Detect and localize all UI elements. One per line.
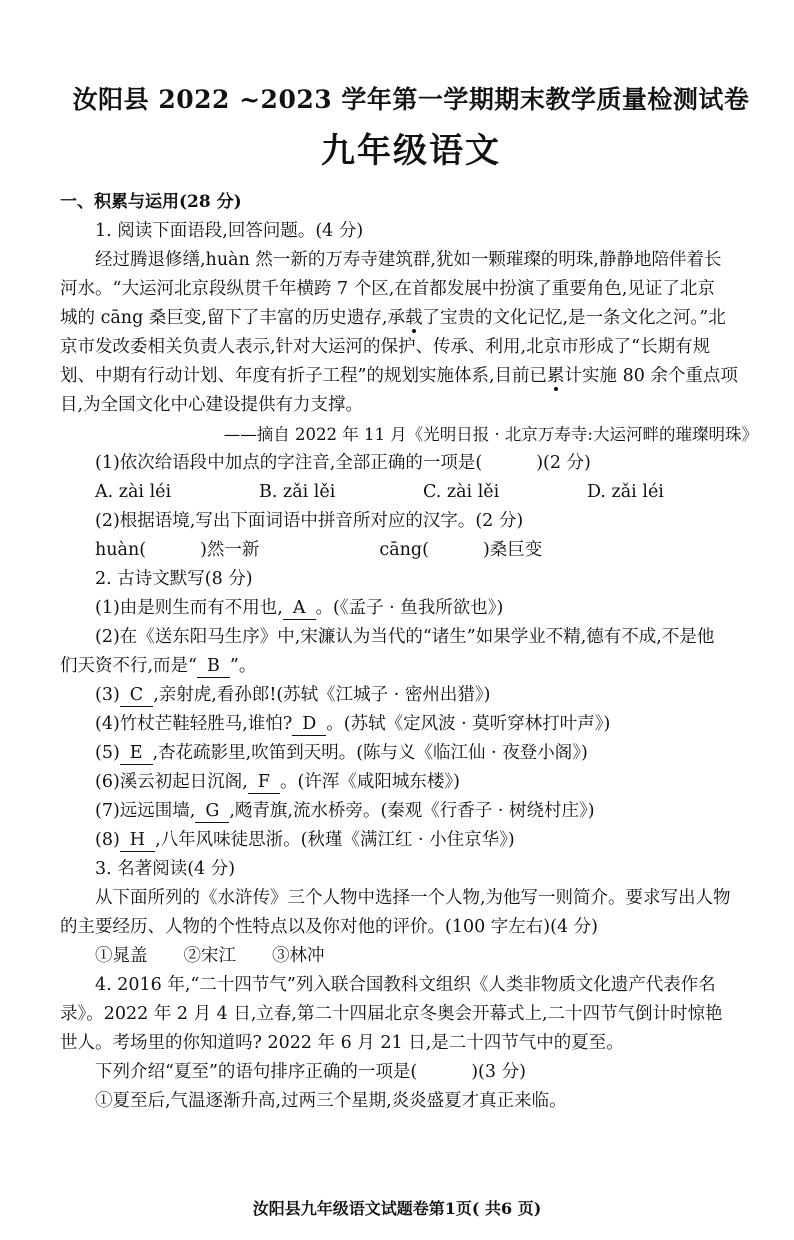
sentence-option: ①夏至后,气温逐渐升高,过两三个星期,炎炎盛夏才真正来临。	[95, 1091, 567, 1111]
passage-source: ——摘自 2022 年 11 月《光明日报 · 北京万寿寺:大运河畔的璀璨明珠》	[223, 425, 758, 444]
poem-line: (3) C ,亲射虎,看孙郎!(苏轼《江城子 · 密州出猎》)	[95, 685, 491, 705]
answer-blank[interactable]: E	[120, 742, 153, 765]
choice-3: ③林冲	[272, 946, 325, 966]
exam-subject: 九年级语文	[321, 131, 501, 171]
question-text: 录》。2022 年 2 月 4 日,立春,第二十四届北京冬奥会开幕式上,二十四节气倒计时惊艳	[60, 1004, 723, 1024]
question-text: 从下面所列的《水浒传》三个人物中选择一个人物,为他写一则简介。要求写出人物	[95, 888, 731, 908]
choice-2: ②宋江	[183, 946, 236, 966]
answer-options	[60, 478, 762, 507]
sub-question-2: (2)根据语境,写出下面词语中拼音所对应的汉字。(2 分)	[95, 511, 524, 531]
poem-line: 们天资不行,而是“ B ”。	[60, 656, 257, 676]
answer-blank[interactable]: A	[283, 597, 316, 620]
answer-blank[interactable]: D	[292, 713, 326, 736]
answer-blank[interactable]: H	[120, 829, 155, 852]
option-a: A. zài léi	[95, 482, 172, 502]
passage-line: 经过腾退修缮,huàn 然一新的万寿寺建筑群,犹如一颗璀璨的明珠,静静地陪伴着长	[95, 250, 722, 270]
question-4-text: 4. 2016 年,“二十四节气”列入联合国教科文组织《人类非物质文化遗产代表作名	[95, 975, 716, 995]
passage-line: 京市发改委相关负责人表示,针对大运河的保护、传承、利用,北京市形成了“长期有规	[60, 337, 711, 357]
poem-line: (7)远远围墙, G ,飏青旗,流水桥旁。(秦观《行香子 · 树绕村庄》)	[95, 801, 595, 821]
question-text: 下列介绍“夏至”的语句排序正确的一项是( )(3 分)	[95, 1062, 526, 1082]
passage-line: 河水。“大运河北京段纵贯千年横跨 7 个区,在首都发展中扮演了重要角色,见证了北京	[60, 279, 715, 299]
exam-title: 汝阳县 2022 ~2023 学年第一学期期末教学质量检测试卷	[72, 85, 750, 114]
answer-blank[interactable]: F	[248, 771, 280, 794]
question-3-label: 3. 名著阅读(4 分)	[95, 859, 236, 879]
poem-line: (2)在《送东阳马生序》中,宋濂认为当代的“诸生”如果学业不精,德有不成,不是他	[95, 627, 715, 647]
poem-line: (6)溪云初起日沉阁, F 。(许浑《咸阳城东楼》)	[95, 772, 460, 792]
character-choices	[60, 942, 762, 971]
question-text: 的主要经历、人物的个性特点以及你对他的评价。(100 字左右)(4 分)	[60, 917, 598, 937]
question-text: 世人。考场里的你知道吗? 2022 年 6 月 21 日,是二十四节气中的夏至。	[60, 1033, 624, 1053]
passage-line: 划、中期有行动计划、年度有折子工程”的规划实施体系,目前已累计实施 80 余个重点项	[60, 366, 738, 386]
poem-line: (4)竹杖芒鞋轻胜马,谁怕? D 。(苏轼《定风波 · 莫听穿林打叶声》)	[95, 714, 611, 734]
option-d: D. zǎi léi	[587, 482, 664, 502]
answer-blank[interactable]: C	[120, 684, 153, 707]
section-heading: 一、积累与运用(28 分)	[60, 192, 242, 212]
poem-line: (8) H ,八年风味徒思浙。(秋瑾《满江红 · 小住京华》)	[95, 830, 515, 850]
choice-1: ①晁盖	[95, 946, 148, 966]
poem-line: (1)由是则生而有不用也, A 。(《孟子 · 鱼我所欲也》)	[95, 598, 504, 618]
question-2-label: 2. 古诗文默写(8 分)	[95, 569, 253, 589]
dotted-char: 累	[547, 366, 565, 386]
answer-blank[interactable]: G	[195, 800, 229, 823]
question-1-label: 1. 阅读下面语段,回答问题。(4 分)	[95, 221, 364, 241]
page-footer: 汝阳县九年级语文试题卷第1页( 共6 页)	[252, 1199, 542, 1218]
passage-line: 目,为全国文化中心建设提供有力支撑。	[60, 395, 364, 415]
option-b: B. zǎi lěi	[259, 482, 336, 502]
dotted-char: 载	[404, 308, 423, 328]
option-c: C. zài lěi	[423, 482, 500, 502]
poem-line: (5) E ,杏花疏影里,吹笛到天明。(陈与义《临江仙 · 夜登小阁》)	[95, 743, 588, 763]
pinyin-words: huàn( )然一新 cāng( )桑巨变	[95, 540, 543, 560]
answer-blank[interactable]: B	[197, 655, 230, 678]
sub-question-1: (1)依次给语段中加点的字注音,全部正确的一项是( )(2 分)	[95, 453, 591, 473]
passage-line: 城的 cāng 桑巨变,留下了丰富的历史遗存,承载了宝贵的文化记忆,是一条文化之河。”北	[60, 308, 726, 328]
